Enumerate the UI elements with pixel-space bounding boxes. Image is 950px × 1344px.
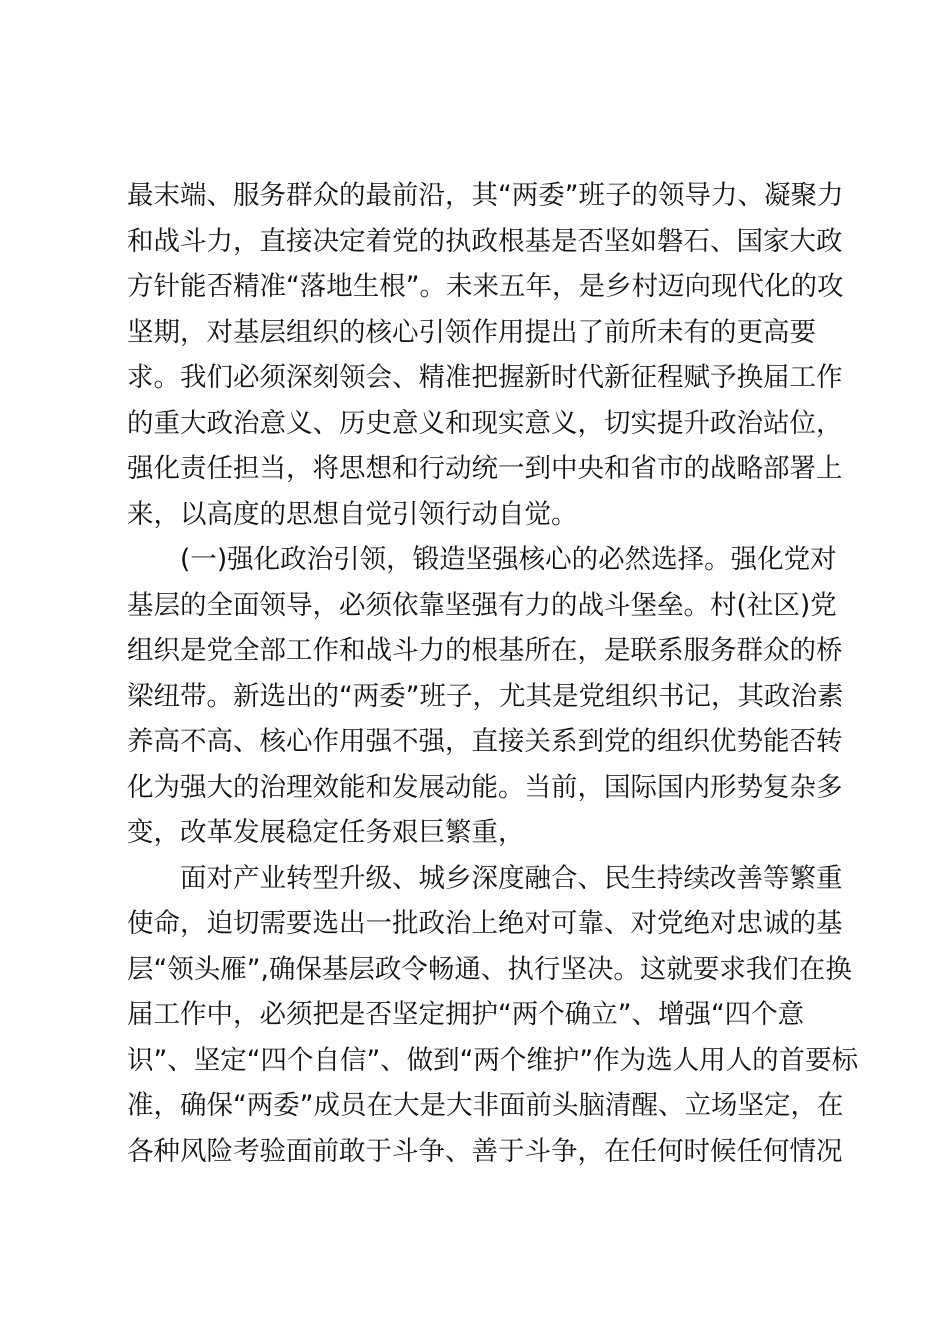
text-line: 化为强大的治理效能和发展动能。当前，国际国内形势复杂多: [127, 771, 843, 803]
text-line: 届工作中，必须把是否坚定拥护“两个确立”、增强“四个意: [127, 999, 805, 1030]
text-line: 的重大政治意义、历史意义和现实意义，切实提升政治站位，: [127, 407, 843, 439]
text-line: 变，改革发展稳定任务艰巨繁重，: [127, 817, 525, 848]
text-line: 各种风险考验面前敢于斗争、善于斗争，在任何时候任何情况: [127, 1135, 843, 1167]
text-line: 识”、坚定“四个自信”、做到“两个维护”作为选人用人的首要标: [127, 1044, 859, 1076]
text-line: 求。我们必须深刻领会、精准把握新时代新征程赋予换届工作: [127, 362, 843, 393]
body-text: [127, 173, 859, 1174]
text-line: 梁纽带。新选出的“两委”班子，尤其是党组织书记，其政治素: [127, 680, 844, 712]
text-line: 层“领头雁”,确保基层政令畅通、执行坚决。这就要求我们在换: [127, 953, 852, 985]
text-line: 使命，迫切需要选出一批政治上绝对可靠、对党绝对忠诚的基: [127, 908, 843, 939]
text-line: 强化责任担当，将思想和行动统一到中央和省市的战略部署上: [127, 453, 843, 484]
text-line: 养高不高、核心作用强不强，直接关系到党的组织优势能否转: [127, 726, 843, 757]
text-line: 最末端、服务群众的最前沿，其“两委”班子的领导力、凝聚力: [127, 180, 844, 211]
text-line: 组织是党全部工作和战斗力的根基所在，是联系服务群众的桥: [127, 635, 843, 666]
text-line: 来，以高度的思想自觉引领行动自觉。: [127, 498, 578, 530]
text-line: 准，确保“两委”成员在大是大非面前头脑清醒、立场坚定，在: [127, 1090, 844, 1121]
text-line: 方针能否精准“落地生根”。未来五年，是乡村迈向现代化的攻: [127, 271, 844, 302]
paragraph-start-line: 面对产业转型升级、城乡深度融合、民生持续改善等繁重: [180, 862, 843, 894]
text-line: 坚期，对基层组织的核心引领作用提出了前所未有的更高要: [127, 316, 816, 348]
text-line: 和战斗力，直接决定着党的执政根基是否坚如磐石、国家大政: [127, 225, 843, 257]
section-heading-line: (一)强化政治引领，锻造坚强核心的必然选择。强化党对: [180, 544, 837, 575]
text-line: 基层的全面领导，必须依靠坚强有力的战斗堡垒。村(社区)党: [127, 589, 837, 621]
